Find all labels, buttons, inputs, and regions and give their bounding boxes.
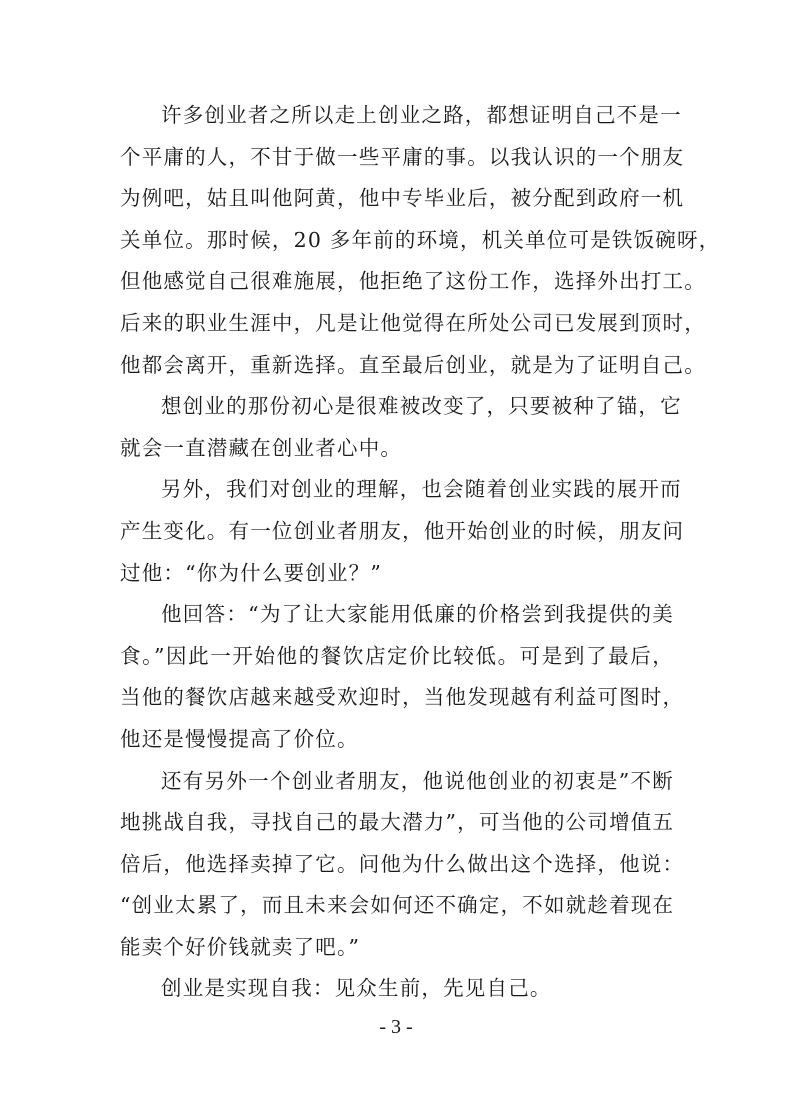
body-text bbox=[120, 95, 721, 1010]
text-line: 关单位。那时候，20 多年前的环境，机关单位可是铁饭碗呀， bbox=[120, 227, 721, 252]
text-line: 地挑战自我，寻找自己的最大潜力”，可当他的公司增值五 bbox=[120, 810, 675, 835]
text-line: 许多创业者之所以走上创业之路，都想证明自己不是一 bbox=[161, 103, 682, 127]
text-line: “创业太累了，而且未来会如何还不确定，不如就趁着现在 bbox=[120, 893, 675, 918]
text-line: 创业是实现自我：见众生前，先见自己。 bbox=[161, 976, 552, 1001]
text-line: 产生变化。有一位创业者朋友，他开始创业的时候，朋友问 bbox=[120, 518, 685, 543]
paragraph-1 bbox=[120, 95, 721, 386]
text-line: 个平庸的人，不甘于做一些平庸的事。以我认识的一个朋友 bbox=[120, 144, 685, 169]
text-line: 倍后，他选择卖掉了它。问他为什么做出这个选择，他说： bbox=[120, 851, 685, 876]
text-line: 食。”因此一开始他的餐饮店定价比较低。可是到了最后， bbox=[120, 643, 674, 668]
text-line: 就会一直潜藏在创业者心中。 bbox=[120, 435, 403, 460]
text-line: 但他感觉自己很难施展，他拒绝了这份工作，选择外出打工。 bbox=[120, 269, 706, 294]
text-line: 他还是慢慢提高了价位。 bbox=[120, 726, 359, 751]
text-line: 为例吧，姑且叫他阿黄，他中专毕业后，被分配到政府一机 bbox=[120, 186, 685, 211]
text-line: 还有另外一个创业者朋友，他说他创业的初衷是”不断 bbox=[161, 768, 674, 793]
text-line: 过他：“你为什么要创业？” bbox=[120, 560, 383, 585]
paragraph-3 bbox=[120, 469, 685, 594]
page-number: - 3 - bbox=[379, 1016, 413, 1038]
paragraph-4 bbox=[120, 594, 685, 760]
paragraph-2 bbox=[120, 386, 682, 469]
text-line: 他都会离开，重新选择。直至最后创业，就是为了证明自己。 bbox=[120, 352, 706, 377]
text-line: 另外，我们对创业的理解，也会随着创业实践的展开而 bbox=[161, 477, 682, 502]
paragraph-6 bbox=[120, 968, 674, 1010]
text-line: 当他的餐饮店越来越受欢迎时，当他发现越有利益可图时， bbox=[120, 685, 685, 710]
text-line: 能卖个好价钱就卖了吧。” bbox=[120, 934, 361, 959]
paragraph-5 bbox=[120, 761, 685, 969]
text-line: 他回答：“为了让大家能用低廉的价格尝到我提供的美 bbox=[161, 602, 674, 627]
text-line: 后来的职业生涯中，凡是让他觉得在所处公司已发展到顶时， bbox=[120, 310, 706, 335]
text-line: 想创业的那份初心是很难被改变了，只要被种了锚，它 bbox=[161, 394, 682, 419]
